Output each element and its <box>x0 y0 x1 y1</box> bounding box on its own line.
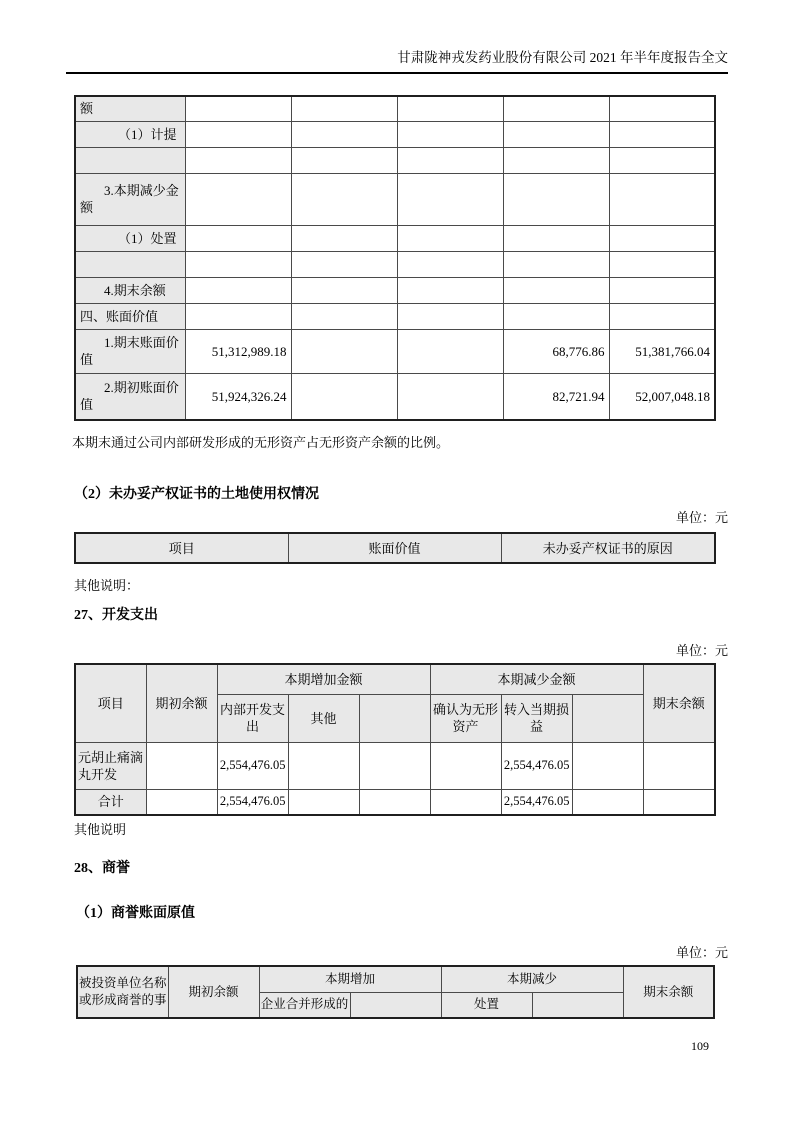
header-cell: 期初余额 <box>146 664 217 742</box>
empty-cell <box>291 121 397 147</box>
empty-cell <box>643 789 715 815</box>
header-cell: 本期增加金额 <box>217 664 430 694</box>
section-heading-28: 28、商誉 <box>74 861 130 876</box>
row-label-cell: 合计 <box>75 789 146 815</box>
table-row <box>75 96 715 121</box>
header-cell: 期末余额 <box>623 966 714 1018</box>
header-cell: 本期减少 <box>441 966 623 992</box>
document-header-title: 甘肃陇神戎发药业股份有限公司 2021 年半年度报告全文 <box>397 50 728 65</box>
empty-cell <box>146 742 217 789</box>
empty-cell <box>397 121 503 147</box>
empty-cell <box>609 147 715 173</box>
empty-cell <box>397 147 503 173</box>
empty-cell <box>609 173 715 225</box>
empty-cell <box>288 742 359 789</box>
empty-cell <box>503 277 609 303</box>
value-cell: 82,721.94 <box>503 373 609 420</box>
table-row <box>75 251 715 277</box>
empty-cell <box>185 251 291 277</box>
development-expenditure-table <box>74 663 716 816</box>
empty-cell <box>397 251 503 277</box>
header-cell <box>359 694 430 742</box>
header-cell <box>572 694 643 742</box>
value-cell: 2,554,476.05 <box>217 789 288 815</box>
empty-cell <box>572 742 643 789</box>
value-cell: 2,554,476.05 <box>501 742 572 789</box>
value-cell: 51,924,326.24 <box>185 373 291 420</box>
header-cell: 转入当期损益 <box>501 694 572 742</box>
empty-cell <box>572 789 643 815</box>
empty-cell <box>288 789 359 815</box>
empty-cell <box>291 373 397 420</box>
goodwill-original-value-table <box>76 965 715 1019</box>
empty-cell <box>397 329 503 373</box>
empty-cell <box>609 225 715 251</box>
intangible-assets-carrying-value-table <box>74 95 716 421</box>
empty-cell <box>609 251 715 277</box>
document-header <box>66 50 728 74</box>
empty-cell <box>359 742 430 789</box>
empty-cell <box>503 147 609 173</box>
empty-cell <box>291 225 397 251</box>
empty-cell <box>609 121 715 147</box>
empty-cell <box>291 251 397 277</box>
unit-label: 单位：元 <box>675 510 728 525</box>
empty-cell <box>185 303 291 329</box>
value-cell: 52,007,048.18 <box>609 373 715 420</box>
section-heading-27: 27、开发支出 <box>74 608 158 623</box>
page-number: 109 <box>691 1039 709 1053</box>
empty-cell <box>643 742 715 789</box>
empty-cell <box>185 96 291 121</box>
header-cell: 期末余额 <box>643 664 715 742</box>
value-cell: 2,554,476.05 <box>501 789 572 815</box>
header-cell: 未办妥产权证书的原因 <box>501 533 715 563</box>
table-row <box>75 277 715 303</box>
value-cell: 68,776.86 <box>503 329 609 373</box>
empty-cell <box>609 277 715 303</box>
header-cell: 本期减少金额 <box>430 664 643 694</box>
empty-cell <box>146 789 217 815</box>
row-label-cell: 元胡止痛滴丸开发 <box>75 742 146 789</box>
empty-cell <box>503 121 609 147</box>
table-row <box>75 303 715 329</box>
value-cell: 51,381,766.04 <box>609 329 715 373</box>
empty-cell <box>291 277 397 303</box>
empty-cell <box>291 147 397 173</box>
header-cell: 期初余额 <box>168 966 259 1018</box>
table-row <box>75 789 715 815</box>
empty-cell <box>609 96 715 121</box>
table-row <box>75 742 715 789</box>
header-cell: 企业合并形成的 <box>259 992 350 1018</box>
table-row <box>75 225 715 251</box>
empty-cell <box>503 96 609 121</box>
table-row <box>75 173 715 225</box>
empty-cell <box>397 225 503 251</box>
header-cell: 处置 <box>441 992 532 1018</box>
empty-cell <box>430 789 501 815</box>
row-label-cell: 1.期末账面价值 <box>75 329 185 373</box>
row-label-cell: （1）处置 <box>75 225 185 251</box>
header-cell: 项目 <box>75 664 146 742</box>
row-label-cell: 3.本期减少金额 <box>75 173 185 225</box>
note-text: 其他说明 <box>74 822 127 837</box>
row-label-cell <box>75 147 185 173</box>
table-row <box>75 373 715 420</box>
empty-cell <box>397 173 503 225</box>
row-label-cell <box>75 251 185 277</box>
empty-cell <box>397 277 503 303</box>
empty-cell <box>397 303 503 329</box>
empty-cell <box>359 789 430 815</box>
table-row <box>75 329 715 373</box>
table-row <box>75 147 715 173</box>
header-cell: 确认为无形资产 <box>430 694 501 742</box>
table-row <box>75 121 715 147</box>
empty-cell <box>503 173 609 225</box>
empty-cell <box>291 173 397 225</box>
note-text: 本期末通过公司内部研发形成的无形资产占无形资产余额的比例。 <box>72 435 450 450</box>
unit-label: 单位：元 <box>675 643 728 658</box>
header-cell <box>350 992 441 1018</box>
empty-cell <box>291 303 397 329</box>
header-cell <box>532 992 623 1018</box>
empty-cell <box>503 303 609 329</box>
table-row <box>75 664 715 694</box>
empty-cell <box>185 147 291 173</box>
empty-cell <box>609 303 715 329</box>
value-cell: 2,554,476.05 <box>217 742 288 789</box>
table-row <box>77 966 714 992</box>
header-cell: 被投资单位名称或形成商誉的事 <box>77 966 168 1018</box>
row-label-cell: 4.期末余额 <box>75 277 185 303</box>
header-cell: 内部开发支出 <box>217 694 288 742</box>
empty-cell <box>185 173 291 225</box>
row-label-cell: 额 <box>75 96 185 121</box>
empty-cell <box>185 225 291 251</box>
row-label-cell: 四、账面价值 <box>75 303 185 329</box>
row-label-cell: 2.期初账面价值 <box>75 373 185 420</box>
unit-label: 单位：元 <box>675 945 728 960</box>
subsection-heading-goodwill: （1）商誉账面原值 <box>76 906 195 921</box>
note-text: 其他说明： <box>74 578 140 593</box>
header-cell: 账面价值 <box>288 533 501 563</box>
header-cell: 其他 <box>288 694 359 742</box>
value-cell: 51,312,989.18 <box>185 329 291 373</box>
table-row <box>75 533 715 563</box>
empty-cell <box>430 742 501 789</box>
empty-cell <box>291 96 397 121</box>
empty-cell <box>397 96 503 121</box>
empty-cell <box>397 373 503 420</box>
empty-cell <box>185 277 291 303</box>
empty-cell <box>185 121 291 147</box>
header-cell: 项目 <box>75 533 288 563</box>
empty-cell <box>503 251 609 277</box>
land-use-rights-table <box>74 532 716 564</box>
empty-cell <box>503 225 609 251</box>
header-cell: 本期增加 <box>259 966 441 992</box>
section-heading-land-use-rights: （2）未办妥产权证书的土地使用权情况 <box>74 487 319 502</box>
row-label-cell: （1）计提 <box>75 121 185 147</box>
empty-cell <box>291 329 397 373</box>
